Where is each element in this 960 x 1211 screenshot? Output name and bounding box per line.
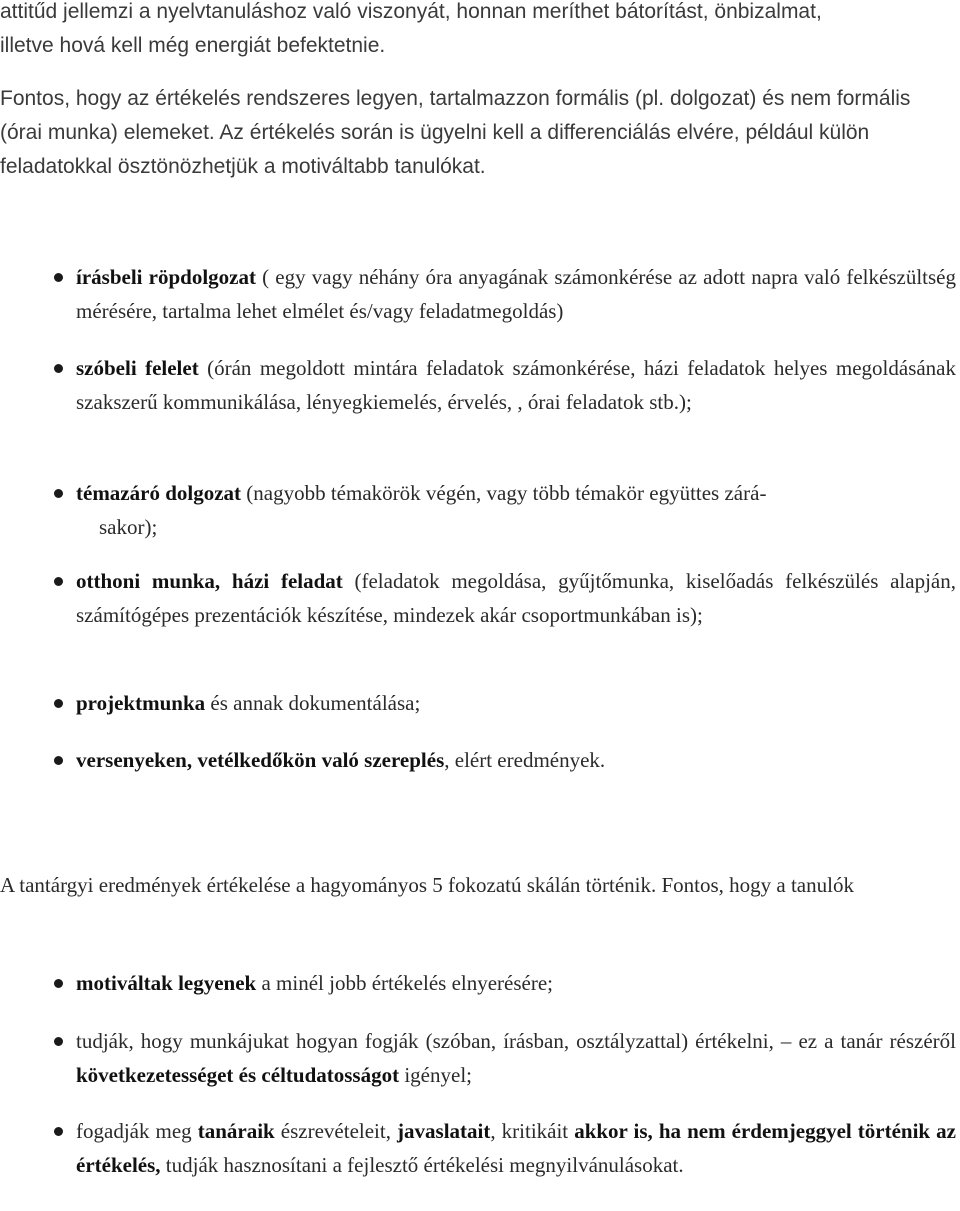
list-item-bold: javaslatait xyxy=(397,1119,491,1143)
list-item-text: tudják, hogy munkájukat hogyan fogják (szóban, írásban, osztályzattal) értékelni, – ez a tanár részéről xyxy=(76,1029,956,1053)
list-item xyxy=(54,1024,956,1092)
list-item xyxy=(54,351,956,419)
list-item-continuation: sakor); xyxy=(99,515,158,539)
list-item xyxy=(54,966,956,1000)
list-item xyxy=(54,476,956,544)
list-item xyxy=(54,564,956,632)
bullet-icon xyxy=(54,364,63,373)
list-item-text: a minél jobb értékelés elnyerésére; xyxy=(256,971,554,995)
bullet-icon xyxy=(54,273,63,282)
list-item-text: és annak dokumentálása; xyxy=(205,691,421,715)
list-item xyxy=(54,743,956,777)
bullet-icon xyxy=(54,979,63,988)
list-item-text: igényel; xyxy=(399,1063,472,1087)
bullet-icon xyxy=(54,489,63,498)
list-item xyxy=(54,686,956,720)
list-item-text: , elért eredmények. xyxy=(444,748,606,772)
list-item xyxy=(54,1114,956,1182)
bullet-icon xyxy=(54,1037,63,1046)
intro-line-1: attitűd jellemzi a nyelvtanuláshoz való viszonyát, honnan meríthet bátorítást, önbizalmat, xyxy=(0,0,822,23)
list-item-bold: motiváltak legyenek xyxy=(76,971,257,995)
intro-paragraph xyxy=(0,0,952,63)
bullet-icon xyxy=(54,1127,63,1136)
list-item-bold: otthoni munka, házi feladat xyxy=(76,569,343,593)
results-paragraph: A tantárgyi eredmények értékelése a hagyományos 5 fokozatú skálán történik. Fontos, hogy a tanulók xyxy=(0,873,854,897)
list-item-text: , kritikáit xyxy=(490,1119,575,1143)
bullet-icon xyxy=(54,577,63,586)
list-item-text: (nagyobb témakörök végén, vagy több témakör együttes zárá- xyxy=(241,481,767,505)
list-item-text: fogadják meg xyxy=(76,1119,198,1143)
list-item-text: (feladatok megoldása, gyűjtőmunka, kiselőadás felkészülés alapján, számítógépes prezentációk készítése, mindezek akár csoportmunkában is); xyxy=(76,569,956,627)
list-item-bold: témazáró dolgozat xyxy=(76,481,242,505)
bullet-icon xyxy=(54,756,63,765)
list-item-bold: írásbeli röpdolgozat xyxy=(76,265,256,289)
evaluation-paragraph: Fontos, hogy az értékelés rendszeres legyen, tartalmazzon formális (pl. dolgozat) és nem formális (órai munka) elemeket. Az értékelés során is ügyelni kell a differenciálás elvére, például külön feladatokkal ösztönözhetjük a motiváltabb tanulókat. xyxy=(0,87,911,178)
list-item-bold: szóbeli felelet xyxy=(76,356,199,380)
list-item-bold: versenyeken, vetélkedőkön való szereplés xyxy=(76,748,445,772)
list-item-bold: projektmunka xyxy=(76,691,206,715)
list-item-text: ( egy vagy néhány óra anyagának számonkérése az adott napra való felkészültség mérésére, tartalma lehet elmélet és/vagy feladatmegoldás) xyxy=(76,265,956,323)
list-item-text: (órán megoldott mintára feladatok számonkérése, házi feladatok helyes megoldásának szakszerű kommunikálása, lényegkiemelés, érvelés, , órai feladatok stb.); xyxy=(76,356,957,414)
bullet-icon xyxy=(54,699,63,708)
intro-line-2: illetve hová kell még energiát befektetnie. xyxy=(0,34,386,57)
list-item-bold: tanáraik xyxy=(197,1119,275,1143)
list-item xyxy=(54,260,956,328)
list-item-bold: következetességet és céltudatosságot xyxy=(76,1063,400,1087)
list-item-bold: akkor is, ha nem érdemjeggyel történik az értékelés, xyxy=(76,1119,956,1177)
list-item-text: észrevételeit, xyxy=(274,1119,398,1143)
list-item-text: tudják hasznosítani a fejlesztő értékelési megnyilvánulásokat. xyxy=(160,1153,684,1177)
